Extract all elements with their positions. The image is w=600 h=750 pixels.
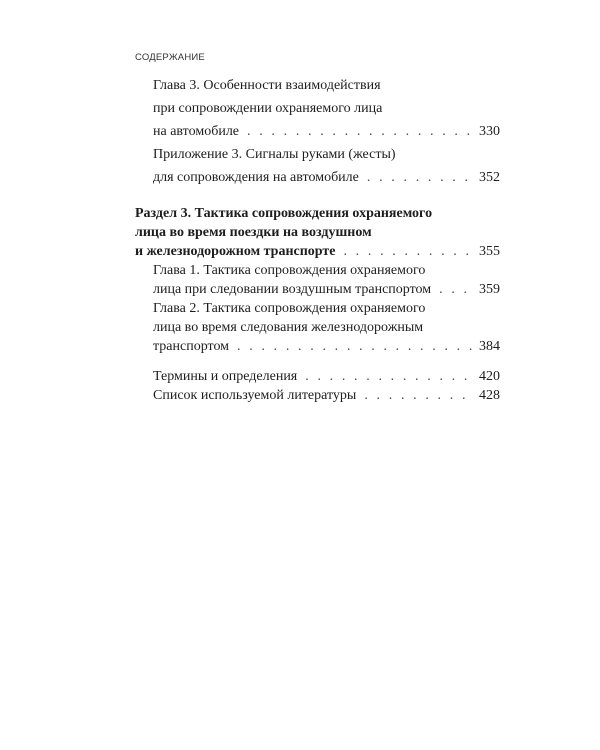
running-header: СОДЕРЖАНИЕ bbox=[135, 52, 205, 63]
toc-entry-line: на автомобиле bbox=[153, 124, 240, 139]
page-number: 355 bbox=[479, 244, 500, 259]
toc-entry-leader-line bbox=[153, 169, 500, 187]
toc-entry-line: Глава 1. Тактика сопровождения охраняемого bbox=[153, 263, 426, 278]
toc-entry-leader-line bbox=[153, 387, 500, 405]
toc-entry-line: для сопровождения на автомобиле bbox=[153, 170, 359, 185]
toc-entry-line: лица при следовании воздушным транспортом bbox=[153, 282, 432, 297]
page-number: 428 bbox=[479, 388, 500, 403]
page-number: 420 bbox=[479, 369, 500, 384]
toc-entry-line: Список используемой литературы bbox=[153, 388, 357, 403]
toc-entry-line: при сопровождении охраняемого лица bbox=[153, 101, 383, 116]
page-number: 330 bbox=[479, 124, 500, 139]
toc-entry-line: Приложение 3. Сигналы руками (жесты) bbox=[153, 147, 396, 162]
toc-entry-line: лица во время поездки на воздушном bbox=[135, 225, 372, 240]
toc-entry-line: Глава 3. Особенности взаимодействия bbox=[153, 78, 381, 93]
toc-entry-line: Раздел 3. Тактика сопровождения охраняемого bbox=[135, 206, 433, 221]
toc-entry-line: Термины и определения bbox=[153, 369, 298, 384]
page-number: 384 bbox=[479, 339, 500, 354]
toc-entry-line: лица во время следования железнодорожным bbox=[153, 320, 424, 335]
toc-entry-leader-line bbox=[153, 123, 500, 141]
page-number: 359 bbox=[479, 282, 500, 297]
toc-entry-leader-line bbox=[153, 281, 500, 299]
toc-entry-leader-line bbox=[135, 243, 500, 261]
toc-entry-leader-line bbox=[153, 368, 500, 386]
toc-entry-line: транспортом bbox=[153, 339, 230, 354]
dot-leader bbox=[439, 281, 475, 299]
dot-leader bbox=[247, 123, 475, 141]
dot-leader bbox=[367, 169, 475, 187]
dot-leader bbox=[343, 243, 475, 261]
dot-leader bbox=[305, 368, 475, 386]
dot-leader bbox=[237, 338, 475, 356]
toc-entry-line: и железнодорожном транспорте bbox=[135, 244, 336, 259]
page-number: 352 bbox=[479, 170, 500, 185]
toc-entry-line: Глава 2. Тактика сопровождения охраняемого bbox=[153, 301, 426, 316]
dot-leader bbox=[364, 387, 475, 405]
toc-entry-leader-line bbox=[153, 338, 500, 356]
